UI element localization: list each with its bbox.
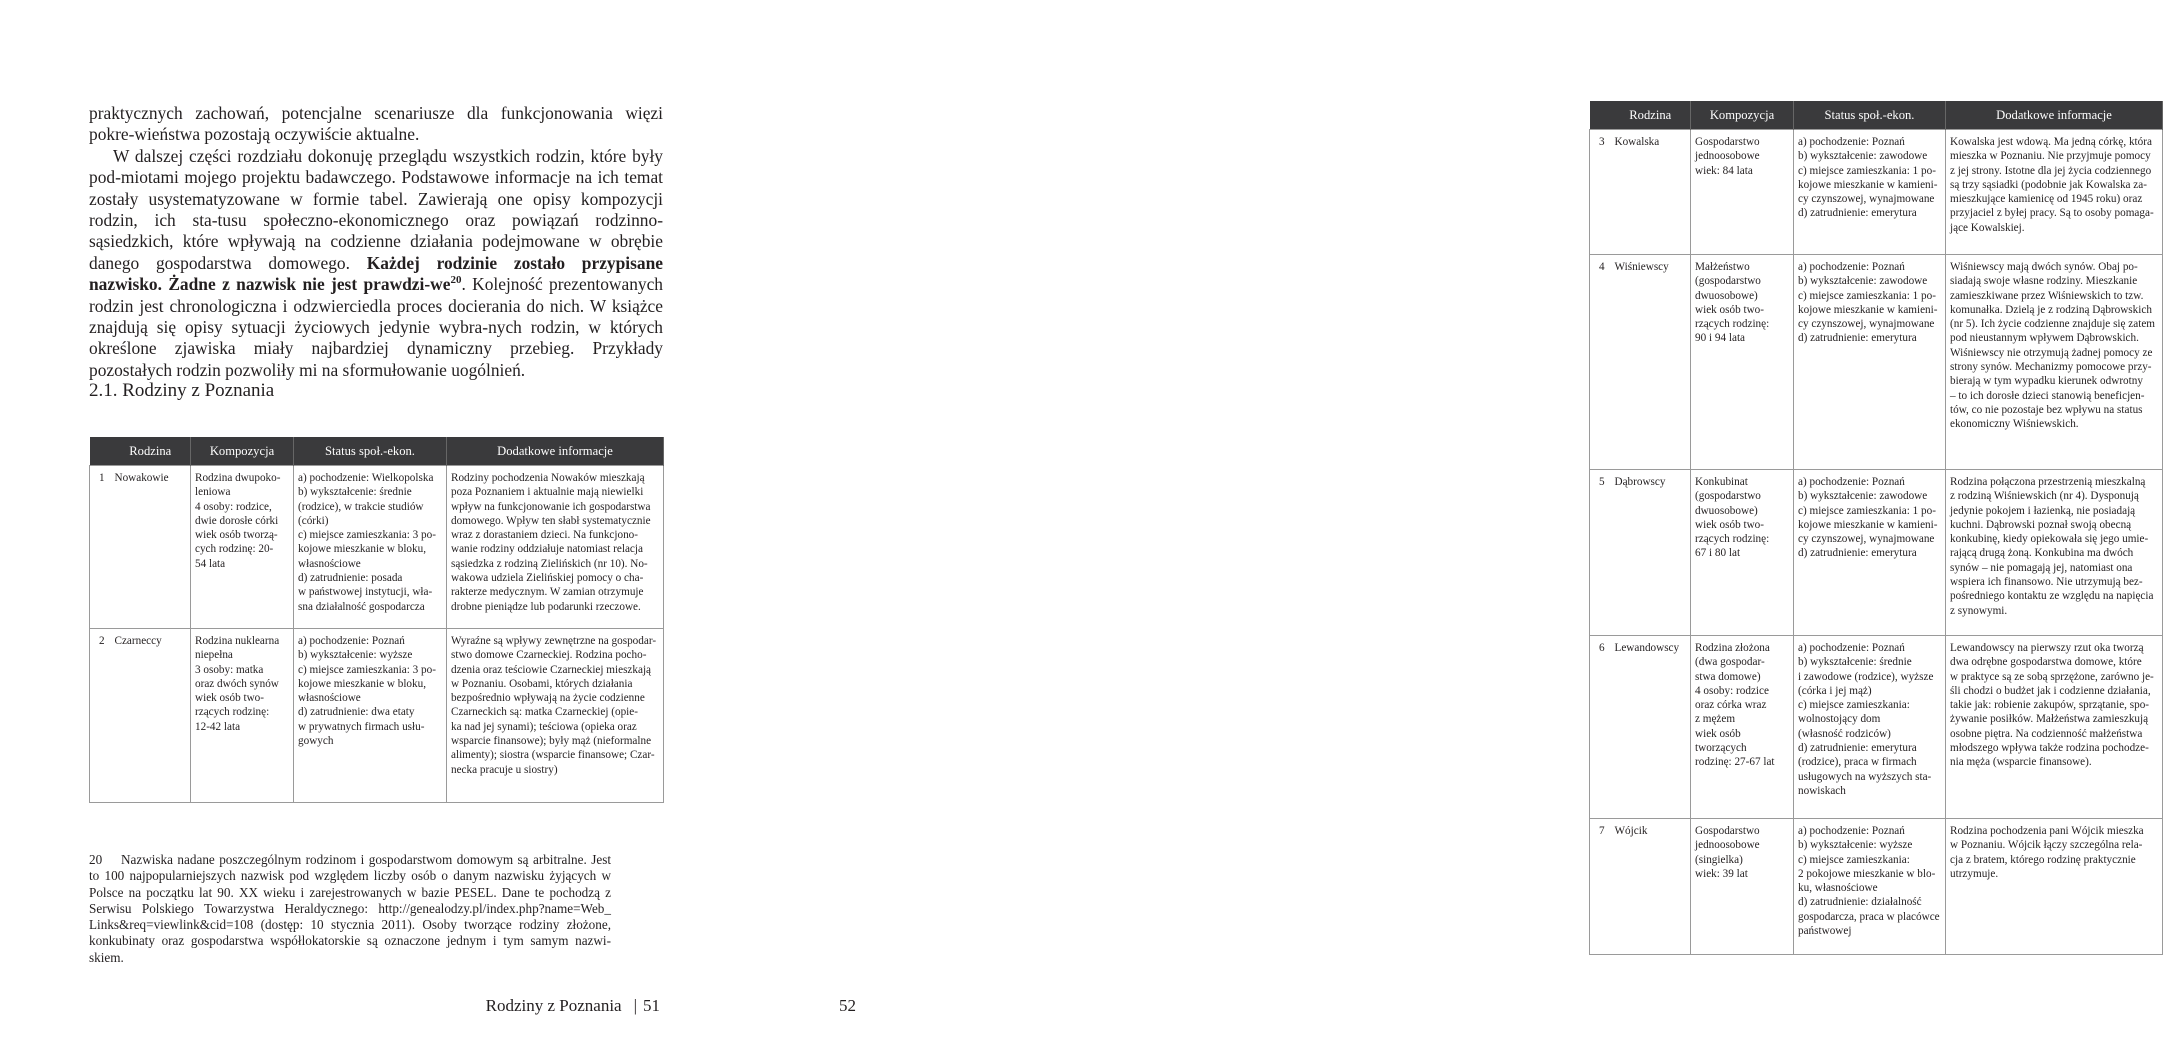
table-row bbox=[90, 466, 664, 629]
status-cell: a) pochodzenie: Poznań b) wykształcenie: zawodowe c) miejsce zamieszkania: 1 po- kojowe mieszkanie w kamieni- cy czynszowej, wynajmowane d) zatrudnienie: emerytura bbox=[1794, 255, 1946, 470]
header-number bbox=[1590, 101, 1611, 130]
composition-cell: Rodzina dwupoko- leniowa 4 osoby: rodzice, dwie dorosłe córki wiek osób tworzą- cych rodzinę: 20- 54 lata bbox=[191, 466, 294, 629]
table-row bbox=[1590, 130, 2163, 255]
status-cell: a) pochodzenie: Poznań b) wykształcenie: zawodowe c) miejsce zamieszkania: 1 po- kojowe mieszkanie w kamieni- cy czynszowej, wynajmowane d) zatrudnienie: emerytura bbox=[1794, 470, 1946, 636]
table-header-row bbox=[1590, 101, 2163, 130]
family-name: Dąbrowscy bbox=[1611, 470, 1691, 636]
family-number: 4 bbox=[1590, 255, 1611, 470]
table-row bbox=[1590, 255, 2163, 470]
status-cell: a) pochodzenie: Wielkopolska b) wykształcenie: średnie (rodzice), w trakcie studiów (córki) c) miejsce zamieszkania: 3 po- kojowe mieszkanie w bloku, własnościowe d) zatrudnienie: posada w państwowej instytucji, wła- sna działalność gospodarcza bbox=[294, 466, 447, 629]
composition-cell: Konkubinat (gospodarstwo dwuosobowe) wiek osób two- rzących rodzinę: 67 i 80 lat bbox=[1691, 470, 1794, 636]
column-header: Rodzina bbox=[1611, 101, 1691, 130]
family-number: 1 bbox=[90, 466, 111, 629]
page-number-left: 51 bbox=[643, 996, 660, 1015]
status-cell: a) pochodzenie: Poznań b) wykształcenie: zawodowe c) miejsce zamieszkania: 1 po- kojowe mieszkanie w kamieni- cy czynszowej, wynajmowane d) zatrudnienie: emerytura bbox=[1794, 130, 1946, 255]
status-cell: a) pochodzenie: Poznań b) wykształcenie: wyższe c) miejsce zamieszkania: 2 pokojowe mieszkanie w blo- ku, własnościowe d) zatrudnienie: działalność gospodarcza, praca w placówce państwowej bbox=[1794, 819, 1946, 955]
paragraph-2 bbox=[89, 146, 663, 381]
family-table-right bbox=[1589, 101, 2163, 955]
left-page bbox=[0, 0, 750, 1064]
table-header-row bbox=[90, 437, 664, 466]
column-header: Status społ.-ekon. bbox=[1794, 101, 1946, 130]
info-cell: Rodziny pochodzenia Nowaków mieszkają poza Poznaniem i aktualnie mają niewielki wpływ na funkcjonowanie ich gospodarstwa domowego. Wpływ ten słabł systematycznie wraz z dorastaniem dzieci. Na funkcjono- wanie rodziny oddziałuje natomiast relacja sąsiedzka z rodziną Zielińskich (nr 10). No- wakowa udziela Zielińskiej pomocy o cha- rakterze medycznym. W zamian otrzymuje drobne pieniądze lub podarunki rzeczowe. bbox=[447, 466, 664, 629]
right-page bbox=[750, 0, 2155, 1064]
table-body bbox=[1590, 130, 2163, 955]
column-header: Dodatkowe informacje bbox=[1946, 101, 2163, 130]
composition-cell: Rodzina złożona (dwa gospodar- stwa domowe) 4 osoby: rodzice oraz córka wraz z mężem wiek osób tworzących rodzinę: 27-67 lat bbox=[1691, 636, 1794, 819]
table-row bbox=[1590, 819, 2163, 955]
table-body bbox=[90, 466, 664, 803]
family-number: 5 bbox=[1590, 470, 1611, 636]
column-header: Kompozycja bbox=[191, 437, 294, 466]
running-footer bbox=[486, 996, 660, 1016]
family-name: Wiśniewscy bbox=[1611, 255, 1691, 470]
info-cell: Kowalska jest wdową. Ma jedną córkę, która mieszka w Poznaniu. Nie przyjmuje pomocy z jej strony. Istotne dla jej życia codziennego są trzy sąsiadki (podobnie jak Kowalska za- mieszkujące kamienicę od 1945 roku) oraz przyjaciel z byłej pracy. Są to osoby pomaga- jące Kowalskiej. bbox=[1946, 130, 2163, 255]
info-cell: Rodzina pochodzenia pani Wójcik mieszka w Poznaniu. Wójcik łączy szczególna rela- cja z bratem, którego rodzinę praktycznie utrzymuje. bbox=[1946, 819, 2163, 955]
family-name: Wójcik bbox=[1611, 819, 1691, 955]
footnote-number: 20 bbox=[89, 852, 103, 867]
status-cell: a) pochodzenie: Poznań b) wykształcenie: średnie i zawodowe (rodzice), wyższe (córka i jej mąż) c) miejsce zamieszkania: wolnostojący dom (własność rodziców) d) zatrudnienie: emerytura (rodzice), praca w firmach usługowych na wyższych sta- nowiskach bbox=[1794, 636, 1946, 819]
bold-sentence: Każdej rodzinie zostało przypisane nazwisko. Żadne z nazwisk nie jest prawdzi-we bbox=[89, 252, 663, 295]
info-cell: Wiśniewscy mają dwóch synów. Obaj po- siadają swoje własne rodziny. Mieszkanie zamieszkiwane przez Wiśniewskich to tzw. komunałka. Dzielą je z rodziną Dąbrowskich (nr 5). Ich życie codzienne znajduje się zatem pod nieustannym wpływem Dąbrowskich. Wiśniewscy nie otrzymują żadnej pomocy ze strony synów. Mechanizmy pomocowe przy- bierają w tym wypadku kierunek odwrotny – to ich dorosłe dzieci stanowią beneficjen- tów, co nie pozostaje bez wpływu na status ekonomiczny Wiśniewskich. bbox=[1946, 255, 2163, 470]
family-name: Czarneccy bbox=[111, 629, 191, 803]
family-name: Nowakowie bbox=[111, 466, 191, 629]
column-header: Kompozycja bbox=[1691, 101, 1794, 130]
paragraph-2-continuation: . Kolejność prezentowanych rodzin jest chronologiczna i odzwierciedla proces docierania do nich. W książce znajdują się opisy sytuacji życiowych jedynie wybra-nych rodzin, w których określone zjawiska miały najbardziej dynamiczny przebieg. Przykłady pozostałych rodzin pozwoliły mi na sformułowanie uogólnień. bbox=[89, 274, 663, 380]
composition-cell: Małżeństwo (gospodarstwo dwuosobowe) wiek osób two- rzących rodzinę: 90 i 94 lata bbox=[1691, 255, 1794, 470]
composition-cell: Gospodarstwo jednoosobowe (singielka) wiek: 39 lat bbox=[1691, 819, 1794, 955]
composition-cell: Rodzina nuklearna niepełna 3 osoby: matka oraz dwóch synów wiek osób two- rzących rodzinę: 12-42 lata bbox=[191, 629, 294, 803]
table-row bbox=[1590, 636, 2163, 819]
header-number bbox=[90, 437, 111, 466]
footnote-text: Nazwiska nadane poszczególnym rodzinom i gospodarstwom domowym są arbitralne. Jest to 100 najpopularniejszych nazwisk pod względem liczby osób o danym nazwisku żyjących w Polsce na początku lat 90. XX wieku i zarejestrowanych w bazie PESEL. Dane te pochodzą z Serwisu Polskiego Towarzystwa Heraldycznego: http://genealodzy.pl/index.php?name=Web_ Links&req=viewlink&cid=108 (dostęp: 10 stycznia 2011). Osoby tworzące rodziny złożone, konkubinaty oraz gospodarstwa współlokatorskie są oznaczone jednym i tym samym nazwi-skiem. bbox=[89, 852, 611, 965]
section-heading: 2.1. Rodziny z Poznania bbox=[89, 380, 275, 401]
family-number: 6 bbox=[1590, 636, 1611, 819]
column-header: Status społ.-ekon. bbox=[294, 437, 447, 466]
body-text bbox=[89, 103, 663, 381]
status-cell: a) pochodzenie: Poznań b) wykształcenie: wyższe c) miejsce zamieszkania: 3 po- kojowe mieszkanie w bloku, własnościowe d) zatrudnienie: dwa etaty w prywatnych firmach usłu- gowych bbox=[294, 629, 447, 803]
family-number: 2 bbox=[90, 629, 111, 803]
page-number-right: 52 bbox=[839, 996, 856, 1015]
family-table-left bbox=[89, 437, 664, 803]
footnote-ref[interactable]: 20 bbox=[450, 274, 462, 287]
paragraph-1: praktycznych zachowań, potencjalne scenariusze dla funkcjonowania więzi pokre-wieństwa pozostają oczywiście aktualne. bbox=[89, 103, 663, 145]
paragraph-2-text: W dalszej części rozdziału dokonuję przeglądu wszystkich rodzin, które były pod-miotami mojego projektu badawczego. Podstawowe informacje na ich temat zostały usystematyzowane w formie tabel. Zawierają one opisy kompozycji rodzin, ich sta-tusu społeczno-ekonomicznego oraz powiązań rodzinno-sąsiedzkich, które wpływają na codzienne działania podejmowane w obrębie danego gospodarstwa domowego. bbox=[89, 145, 663, 273]
footnote bbox=[89, 852, 611, 966]
column-header: Rodzina bbox=[111, 437, 191, 466]
info-cell: Lewandowscy na pierwszy rzut oka tworzą dwa odrębne gospodarstwa domowe, które w praktyce są ze sobą sprzężone, zarówno je- śli chodzi o budżet jak i codzienne działania, takie jak: robienie zakupów, sprzątanie, spo- żywanie posiłków. Małżeństwa zamieszkują osobne piętra. Na codzienność małżeństwa młodszego wpływa także rodzina pochodze- nia męża (wsparcie finansowe). bbox=[1946, 636, 2163, 819]
composition-cell: Gospodarstwo jednoosobowe wiek: 84 lata bbox=[1691, 130, 1794, 255]
family-number: 3 bbox=[1590, 130, 1611, 255]
running-title: Rodziny z Poznania bbox=[485, 996, 622, 1015]
family-name: Lewandowscy bbox=[1611, 636, 1691, 819]
running-separator: | bbox=[633, 996, 637, 1015]
info-cell: Wyraźne są wpływy zewnętrzne na gospodar- stwo domowe Czarneckiej. Rodzina pocho- dzenia oraz teściowie Czarneckiej mieszkają w Poznaniu. Osobami, których działania bezpośrednio wpływają na życie codzienne Czarneckich są: matka Czarneckiej (opie- ka nad jej synami); teściowa (opieka oraz wsparcie finansowe); były mąż (nieformalne alimenty); siostra (wsparcie finansowe; Czar- necka pracuje u siostry) bbox=[447, 629, 664, 803]
info-cell: Rodzina połączona przestrzenią mieszkalną z rodziną Wiśniewskich (nr 4). Dysponują jedynie pokojem i łazienką, nie posiadają kuchni. Dąbrowski poznał swoją obecną konkubinę, kiedy opiekowała się jego umie- rającą drugą żoną. Konkubina ma dwóch synów – nie pomagają jej, natomiast ona wspiera ich finansowo. Nie utrzymują bez- pośredniego kontaktu ze względu na napięcia z synowymi. bbox=[1946, 470, 2163, 636]
family-number: 7 bbox=[1590, 819, 1611, 955]
family-name: Kowalska bbox=[1611, 130, 1691, 255]
table-row bbox=[1590, 470, 2163, 636]
table-row bbox=[90, 629, 664, 803]
column-header: Dodatkowe informacje bbox=[447, 437, 664, 466]
